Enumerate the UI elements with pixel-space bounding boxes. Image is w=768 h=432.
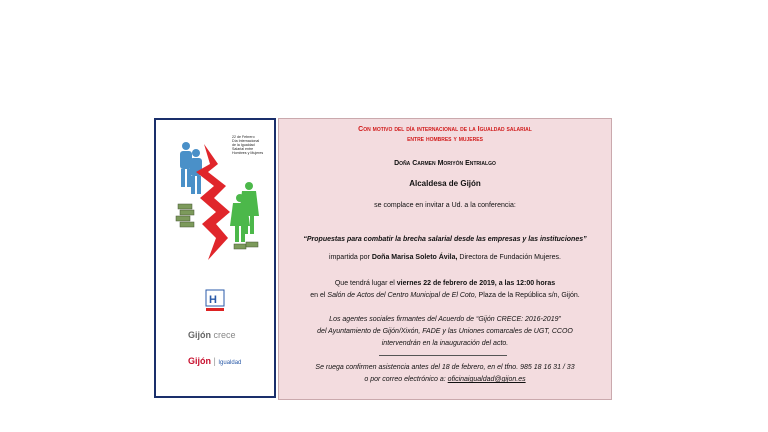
svg-text:H: H [209,294,217,306]
poster-text: 22 de Febrero Día Internacional de la Igualdad Salarial entre Hombres y Mujeres [232,135,264,155]
men-figures [180,142,202,194]
speaker-role: Directora de Fundación Mujeres. [459,254,561,261]
where-prefix: en el [310,292,326,299]
agents-line-3: intervendrán en la inauguración del acto. [381,340,509,347]
poster-illustration [156,120,274,396]
women-figures [230,182,259,242]
speaker-prefix: impartida por [329,254,370,261]
speaker-line [279,253,611,262]
invitation-card [154,118,612,400]
agents-line-2: del Ayuntamiento de Gijón/Xixón, FADE y las Uniones comarcales de UGT, CCOO [317,328,573,335]
when-prefix: Que tendrá lugar el [334,280,395,287]
rsvp-prefix: o por correo electrónico a: [364,376,446,383]
rsvp-line-2 [279,375,611,384]
speaker-name: Doña Marisa Soleto Ávila, [371,254,458,261]
where-address: Plaza de la República s/n, Gijón. [478,292,580,299]
host-title: Alcaldesa de Gijón [409,179,481,188]
where-line [279,291,611,300]
heading-line-1: Con motivo del día internacional de la Igualdad salarial [358,126,532,133]
when-date: viernes 22 de febrero de 2019, a las 12:00 horas [396,280,556,287]
when-line [279,279,611,288]
host-name: Doña Carmen Moriyón Entrialgo [394,160,496,167]
invitation-text-panel [278,118,612,400]
poster-panel [154,118,276,398]
divider-line [379,355,507,356]
agents-line-1: Los agentes sociales firmantes del Acuerdo de “Gijón CRECE: 2016-2019” [329,316,561,323]
emblem-logo [206,290,224,311]
rsvp-email-link[interactable]: oficinaigualdad@gijon.es [447,376,526,383]
rsvp-line-1: Se ruega confirmen asistencia antes del 18 de febrero, en el tfno. 985 18 16 31 / 33 [315,364,575,371]
gijon-igualdad-logo: Gijón | Igualdad [188,356,242,366]
invite-line: se complace en invitar a Ud. a la conferencia: [374,202,516,209]
heading-line-2: entre hombres y mujeres [407,136,483,143]
conference-title: “Propuestas para combatir la brecha salarial desde las empresas y las instituciones” [303,236,587,243]
gijon-crece-logo: Gijón crece [188,330,236,340]
where-place: Salón de Actos del Centro Municipal de El Coto, [327,292,477,299]
